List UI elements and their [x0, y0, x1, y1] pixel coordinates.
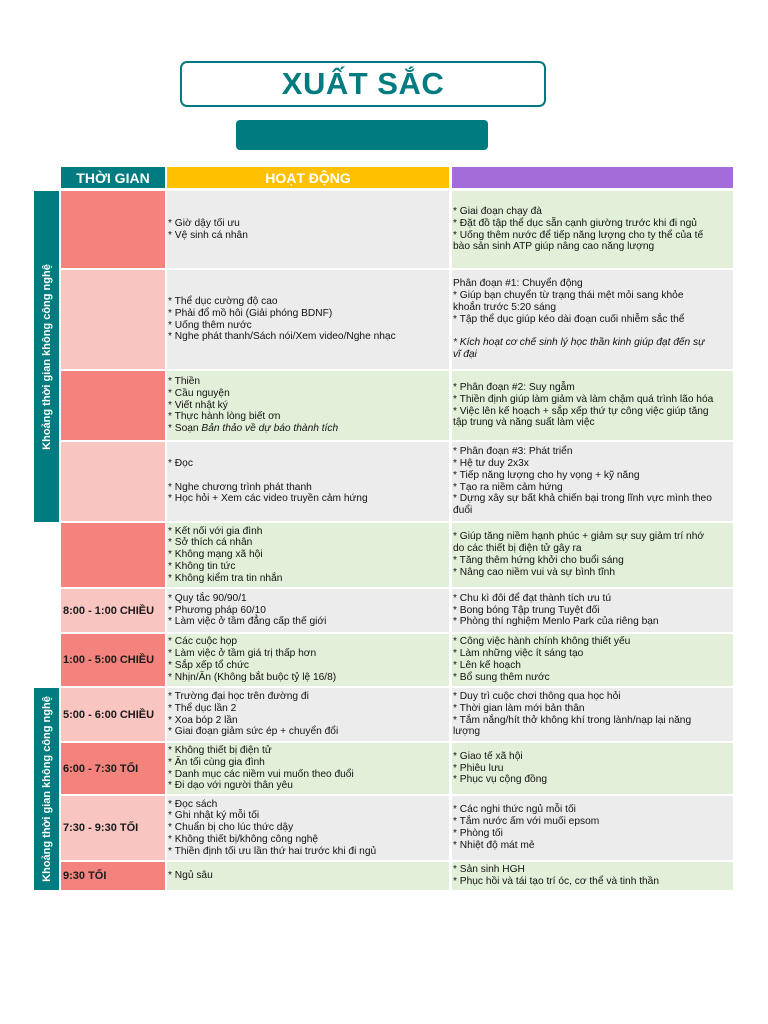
table-row	[61, 688, 733, 741]
activity-item: * Phải đổ mồ hôi (Giải phóng BDNF)	[168, 307, 333, 319]
result-item: * Phân đoạn #2: Suy ngẫm	[453, 381, 575, 393]
activity-item: * Nghe phát thanh/Sách nói/Xem video/Nghe nhạc	[168, 331, 396, 343]
activity-cell	[167, 634, 449, 686]
result-item: đuổi	[453, 505, 473, 517]
time-cell: 6:00 - 7:30 TỐI	[61, 743, 165, 794]
activity-item: * Xoa bóp 2 lần	[168, 714, 238, 726]
result-cell	[452, 523, 733, 587]
result-item: vĩ đại	[453, 348, 477, 360]
result-item: * Giúp bạn chuyển từ trạng thái mệt mỏi sang khỏe	[453, 290, 684, 301]
result-cell	[452, 442, 733, 521]
result-item: * Bổ sung thêm nước	[453, 671, 550, 683]
result-item: * Tạo ra niềm cảm hứng	[453, 481, 563, 493]
result-cell	[452, 743, 733, 794]
activity-item: * Uống thêm nước	[168, 319, 252, 331]
activity-item: * Danh mục các niềm vui muốn theo đuổi	[168, 768, 354, 780]
activity-cell	[167, 862, 449, 890]
activity-item: * Làm việc ở tầm giá trị thấp hơn	[168, 648, 317, 660]
table-row	[61, 589, 733, 632]
activity-item: * Trường đại học trên đường đi	[168, 690, 309, 702]
activity-cell	[167, 523, 449, 587]
title-box	[180, 61, 546, 107]
result-item: * Làm những việc ít sáng tạo	[453, 648, 584, 660]
activity-item: * Làm việc ở tầm đẳng cấp thế giới	[168, 616, 327, 628]
result-item: * Tắm nước ấm với muối epsom	[453, 816, 600, 828]
result-item: * Phân đoạn #3: Phát triển	[453, 446, 573, 458]
result-cell	[452, 688, 733, 741]
activity-item: * Sắp xếp tổ chức	[168, 660, 250, 671]
activity-item: * Cầu nguyện	[168, 387, 230, 399]
table-row	[61, 371, 733, 440]
time-cell	[61, 191, 165, 268]
time-cell	[61, 442, 165, 521]
result-item: * Công việc hành chính không thiết yếu	[453, 636, 631, 648]
time-cell: 8:00 - 1:00 CHIỀU	[61, 589, 165, 632]
time-cell: 9:30 TỐI	[61, 862, 165, 890]
table-row	[61, 523, 733, 587]
result-item: * Giai đoạn chạy đà	[453, 205, 542, 217]
header-time: THỜI GIAN	[61, 167, 165, 188]
result-cell	[452, 634, 733, 686]
result-item: * Nâng cao niềm vui và sự bình tĩnh	[453, 566, 615, 578]
activity-item: * Không tin tức	[168, 560, 236, 572]
activity-cell	[167, 371, 449, 440]
result-item: do các thiết bị điện tử gây ra	[453, 543, 582, 555]
result-item: * Duy trì cuộc chơi thông qua học hỏi	[453, 690, 621, 702]
activity-item: * Các cuộc họp	[168, 636, 238, 648]
side-label: Khoảng thời gian không công nghệ	[40, 696, 53, 882]
activity-item: * Thể dục lần 2	[168, 702, 237, 714]
activity-item: * Soạn Bản thảo về dự báo thành tích	[168, 423, 339, 435]
activity-item: * Không mạng xã hội	[168, 549, 263, 561]
activity-item: * Ngủ sâu	[168, 870, 213, 882]
activity-item: * Đọc	[168, 457, 193, 469]
result-item: * Phục vụ cộng đồng	[453, 774, 548, 786]
result-item: * Hệ tư duy 2x3x	[453, 457, 529, 469]
time-cell	[61, 523, 165, 587]
result-item: * Phiêu lưu	[453, 762, 504, 774]
activity-item: * Đi dạo với người thân yêu	[168, 780, 293, 792]
table-row	[61, 634, 733, 686]
result-item: * Kích hoạt cơ chế sinh lý học thần kinh giúp đạt đến sự	[453, 337, 705, 349]
activity-item	[168, 470, 449, 482]
table-row	[61, 743, 733, 794]
result-item: * Các nghi thức ngủ mỗi tối	[453, 804, 576, 816]
result-item: * Chu kì đôi để đạt thành tích ưu tú	[453, 592, 612, 604]
activity-item: * Không kiểm tra tin nhắn	[168, 572, 283, 584]
activity-cell	[167, 589, 449, 632]
result-item: * Tiếp năng lượng cho hy vọng + kỹ năng	[453, 469, 640, 481]
activity-item: * Đọc sách	[168, 798, 218, 810]
result-item: * Việc lên kế hoạch + sắp xếp thứ tự công việc giúp tăng	[453, 405, 709, 417]
activity-item: * Vệ sinh cá nhân	[168, 229, 248, 241]
activity-item: * Thực hành lòng biết ơn	[168, 411, 281, 423]
header-activity: HOẠT ĐỘNG	[167, 167, 449, 188]
result-cell	[452, 270, 733, 369]
result-item: * Dựng xây sự bất khả chiến bại trong lĩnh vực mình theo	[453, 493, 712, 505]
activity-cell	[167, 270, 449, 369]
activity-item: * Viết nhật ký	[168, 399, 228, 411]
result-item: * Phục hồi và tái tạo trí óc, cơ thể và tinh thần	[453, 876, 660, 887]
result-item: khoắn trước 5:20 sáng	[453, 301, 556, 313]
activity-item: * Nhịn/Ăn (Không bắt buộc tỷ lệ 16/8)	[168, 671, 337, 683]
subtitle-bar	[236, 120, 488, 150]
side-label: Khoảng thời gian không công nghệ	[40, 263, 53, 450]
result-item: * Giao tế xã hội	[453, 750, 523, 762]
result-item: * Bong bóng Tập trung Tuyệt đối	[453, 604, 600, 616]
table-row	[61, 796, 733, 860]
activity-item: * Thể dục cường độ cao	[168, 295, 278, 307]
table-row	[61, 270, 733, 369]
result-item: lượng	[453, 726, 481, 738]
time-cell: 1:00 - 5:00 CHIỀU	[61, 634, 165, 686]
result-item: * Nhiệt độ mát mẻ	[453, 839, 535, 851]
activity-item: * Nghe chương trình phát thanh	[168, 481, 312, 493]
activity-cell	[167, 191, 449, 268]
activity-cell	[167, 743, 449, 794]
header-results	[452, 167, 733, 188]
time-cell	[61, 371, 165, 440]
result-item: * Thiền định giúp làm giảm và làm chậm quá trình lão hóa	[453, 393, 714, 405]
page-title: XUẤT SẮC	[281, 66, 445, 101]
activity-item: * Thiền	[168, 376, 201, 387]
side-band-evening	[34, 688, 59, 890]
activity-cell	[167, 688, 449, 741]
result-item: bào sản sinh ATP giúp nâng cao năng lượng	[453, 241, 655, 253]
result-item: * Phòng tối	[453, 828, 503, 839]
time-cell	[61, 270, 165, 369]
activity-cell	[167, 442, 449, 521]
result-item	[453, 325, 733, 337]
activity-item: * Phương pháp 60/10	[168, 604, 266, 616]
time-cell: 7:30 - 9:30 TỐI	[61, 796, 165, 860]
activity-item: * Không thiết bị/không công nghệ	[168, 833, 319, 845]
result-cell	[452, 589, 733, 632]
activity-item: * Chuẩn bị cho lúc thức dậy	[168, 822, 294, 834]
activity-item: * Kết nối với gia đình	[168, 525, 263, 537]
table-row	[61, 862, 733, 890]
activity-item: * Sở thích cá nhân	[168, 537, 253, 549]
result-item: * Tăng thêm hứng khởi cho buổi sáng	[453, 555, 624, 566]
result-item: * Sản sinh HGH	[453, 864, 525, 876]
result-item: tập trung và năng suất làm việc	[453, 417, 595, 429]
result-item: * Giúp tăng niềm hạnh phúc + giảm sự suy giảm trí nhớ	[453, 531, 705, 543]
result-cell	[452, 191, 733, 268]
result-item: * Phòng thí nghiệm Menlo Park của riêng bạn	[453, 616, 659, 628]
result-item: * Tắm nắng/hít thở không khí trong lành/nạp lại năng	[453, 714, 692, 726]
table-row	[61, 191, 733, 268]
activity-item: * Ăn tối cùng gia đình	[168, 756, 265, 768]
result-item: * Đặt đồ tập thể dục sẵn cạnh giường trước khi đi ngủ	[453, 217, 697, 229]
side-band-morning	[34, 191, 59, 522]
activity-item: * Quy tắc 90/90/1	[168, 592, 247, 604]
activity-item: * Giai đoạn giảm sức ép + chuyển đổi	[168, 726, 339, 738]
result-item: * Lên kế hoạch	[453, 660, 521, 671]
result-item: * Thời gian làm mới bản thân	[453, 702, 585, 714]
result-cell	[452, 796, 733, 860]
activity-item: * Thiền định tối ưu lần thứ hai trước khi đi ngủ	[168, 845, 377, 857]
activity-item: * Giờ dậy tối ưu	[168, 217, 240, 229]
activity-item: * Học hỏi + Xem các video truyền cảm hứng	[168, 493, 368, 505]
table-row	[61, 442, 733, 521]
result-cell	[452, 862, 733, 890]
result-item: * Uống thêm nước để tiếp năng lượng cho ty thể của tế	[453, 229, 704, 241]
result-item: Phân đoạn #1: Chuyển động	[453, 278, 583, 290]
activity-item: * Ghi nhật ký mỗi tối	[168, 810, 260, 822]
result-item: * Tập thể dục giúp kéo dài đoạn cuối nhiễm sắc thể	[453, 313, 685, 325]
activity-item: * Không thiết bị điện tử	[168, 744, 272, 756]
activity-cell	[167, 796, 449, 860]
result-cell	[452, 371, 733, 440]
time-cell: 5:00 - 6:00 CHIỀU	[61, 688, 165, 741]
